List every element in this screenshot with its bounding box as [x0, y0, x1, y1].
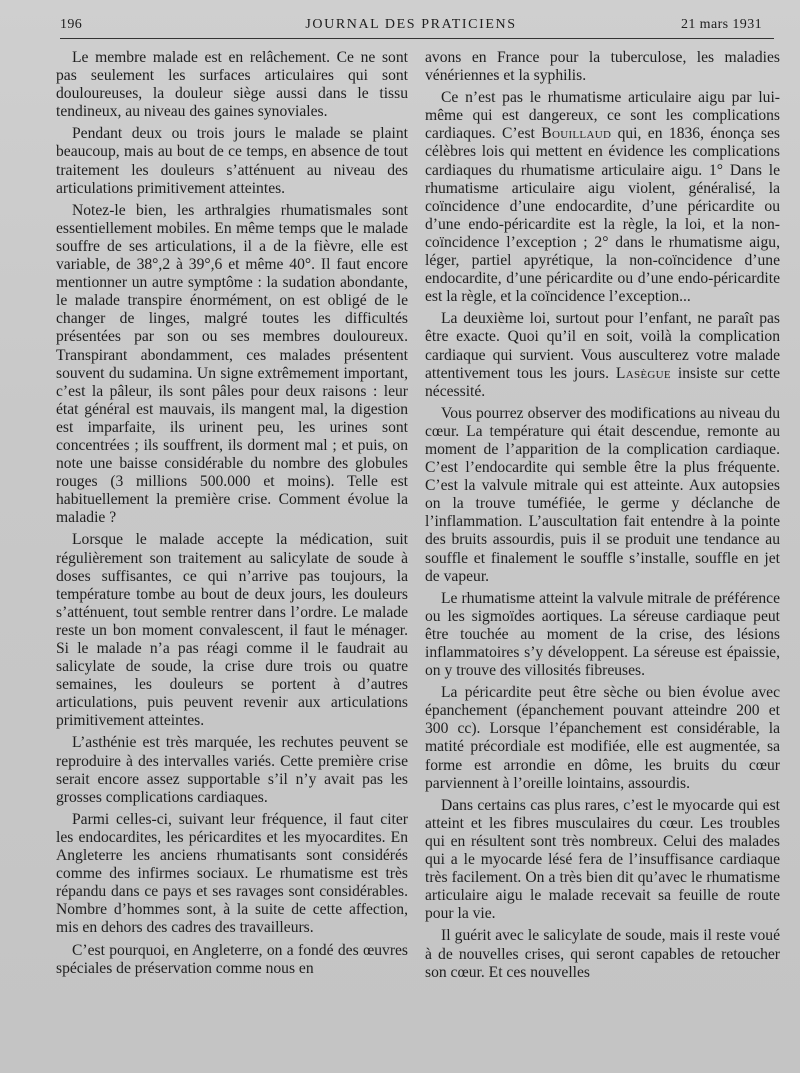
paragraph: Le membre malade est en relâchement. Ce ne sont pas seulement les surfaces articulaires qui sont douloureuses, la douleur siège aussi dans le tissu tendineux, au niveau des gaines synoviales. — [56, 49, 408, 121]
paragraph: Vous pourrez observer des modifications au niveau du cœur. La température qui était descendue, remonte au moment de l’apparition de la complication cardiaque. C’est l’endocardite qui semble être la plus fréquente. C’est la valvule mitrale qui est atteinte. Aux autopsies on la trouve tuméfiée, le germe y déclanche de l’inflammation. L’auscultation fait entendre à la pointe des bruits assourdis, puis il se produit une tendance au souffle et finalement le souffle s’installe, souffle en jet de vapeur. — [425, 404, 780, 585]
right-column — [425, 49, 780, 986]
paragraph: C’est pourquoi, en Angleterre, on a fondé des œuvres spéciales de préservation comme nous en — [56, 941, 408, 977]
text-run: Ce n’est pas le rhumatisme articulaire aigu par lui-même qui est dangereux, ce sont les complications cardiaques. C’est — [425, 89, 780, 143]
paragraph: Dans certains cas plus rares, c’est le myocarde qui est atteint et les fibres musculaires du cœur. Les troubles qui en résultent sont très nombreux. Celui des malades qui a le myocarde lésé fera de l’insuffisance cardiaque très facilement. On a très bien dit qu’avec le rhumatisme articulaire aigu le malade recevait sa feuille de route pour la vie. — [425, 796, 780, 923]
text-run: La deuxième loi, surtout pour l’enfant, ne paraît pas être exacte. Quoi qu’il en soit, voilà la complication cardiaque qui survient. Vous ausculterez votre malade attentivement tous les jours. — [425, 310, 780, 382]
page-header — [60, 17, 762, 39]
paragraph: L’asthénie est très marquée, les rechutes peuvent se reproduire à des intervalles variés. Cette première crise serait encore assez supportable s’il n’y avait pas les grosses complications cardiaques. — [56, 734, 408, 806]
paragraph: Pendant deux ou trois jours le malade se plaint beaucoup, mais au bout de ce temps, en absence de tout traitement les douleurs s’atténuent au niveau des articulations primitivement atteintes. — [56, 125, 408, 197]
paragraph: Notez-le bien, les arthralgies rhumatismales sont essentiellement mobiles. En même temps que le malade souffre de ses articulations, il a de la fièvre, elle est variable, de 38°,2 à 39°,6 et même 40°. Il faut encore mentionner un autre symptôme : la sudation abondante, le malade transpire énormément, on est obligé de le changer de linges, malgré toutes les difficultés présentées par son ou ses membres douloureux. Transpirant abondamment, ces malades présentent souvent du sudamina. Un signe extrêmement important, c’est la pâleur, ils sont pâles pour deux raisons : leur état général est mauvais, ils mangent mal, la digestion est imparfaite, ils urinent peu, les urines sont concentrées ; ils souffrent, ils dorment mal ; et puis, on note une baisse considérable du nombre des globules rouges (3 millions 500.000 et moins). Telle est habituellement la première crise. Comment évolue la maladie ? — [56, 201, 408, 527]
paragraph-continuation: avons en France pour la tuberculose, les maladies vénériennes et la syphilis. — [425, 49, 780, 85]
author-name: Bouillaud — [541, 125, 612, 143]
text-run: insiste sur cette nécessité. — [425, 364, 781, 400]
journal-title: JOURNAL DES PRATICIENS — [305, 17, 517, 32]
paragraph: Lorsque le malade accepte la médication, suit régulièrement son traitement au salicylate de soude à doses suffisantes, ce qui n’arrive pas toujours, la température tombe au bout de deux jours, les douleurs s’atténuent, tout semble rentrer dans l’ordre. Le malade reste un bon moment convalescent, il faut le ménager. Si le malade n’a pas réagi comme il le faudrait au salicylate de soude, la crise dure trois ou quatre semaines, les douleurs se portent à d’autres articulations, puis peuvent revenir aux articulations primitivement atteintes. — [56, 531, 408, 730]
page-number: 196 — [60, 17, 83, 32]
header-rule — [60, 38, 774, 39]
paragraph: La péricardite peut être sèche ou bien évolue avec épanchement (épanchement pouvant atteindre 200 et 300 cc). Lorsque l’épanchement est considérable, la matité précordiale est modifiée, elle est augmentée, sa forme est arrondie en dôme, les bruits du cœur parviennent à l’oreille lointains, assourdis. — [425, 684, 780, 792]
paragraph — [425, 89, 780, 306]
paragraph: Il guérit avec le salicylate de soude, mais il reste voué à de nouvelles crises, qui seront capables de retoucher son cœur. Et ces nouvelles — [425, 927, 780, 981]
paragraph: Parmi celles-ci, suivant leur fréquence, il faut citer les endocardites, les péricardites et les myocardites. En Angleterre les anciens rhumatisants sont considérés comme des infirmes sociaux. Le rhumatisme est très répandu dans ce pays et ses ravages sont considérables. Nombre d’hommes sont, à la suite de cette affection, mis en dehors des cadres des travailleurs. — [56, 810, 408, 937]
paragraph — [425, 310, 780, 400]
paragraph: Le rhumatisme atteint la valvule mitrale de préférence ou les sigmoïdes aortiques. La séreuse cardiaque peut être touchée au moment de la crise, des lésions inflammatoires s’y développent. La séreuse est épaissie, on y trouve des villosités fibreuses. — [425, 589, 780, 680]
left-column — [56, 49, 408, 982]
author-name: Lasègue — [615, 364, 671, 382]
text-run: qui, en 1836, énonça ses célèbres lois qui mettent en évidence les complications cardiaques du rhumatisme articulaire aigu. 1° Dans le rhumatisme articulaire aigu violent, généralisé, la coïncidence d’une endocardite, d’une péricardite ou d’une endo-péricardite est la règle, la loi, et la non-coïncidence l’exception ; 2° dans le rhumatisme aigu, léger, partiel apyrétique, la non-coïncidence d’une endocardite, d’une péricardite ou d’une endo-péricardite est la règle, et la coïncidence l’exception... — [425, 125, 780, 306]
issue-date: 21 mars 1931 — [680, 17, 762, 32]
